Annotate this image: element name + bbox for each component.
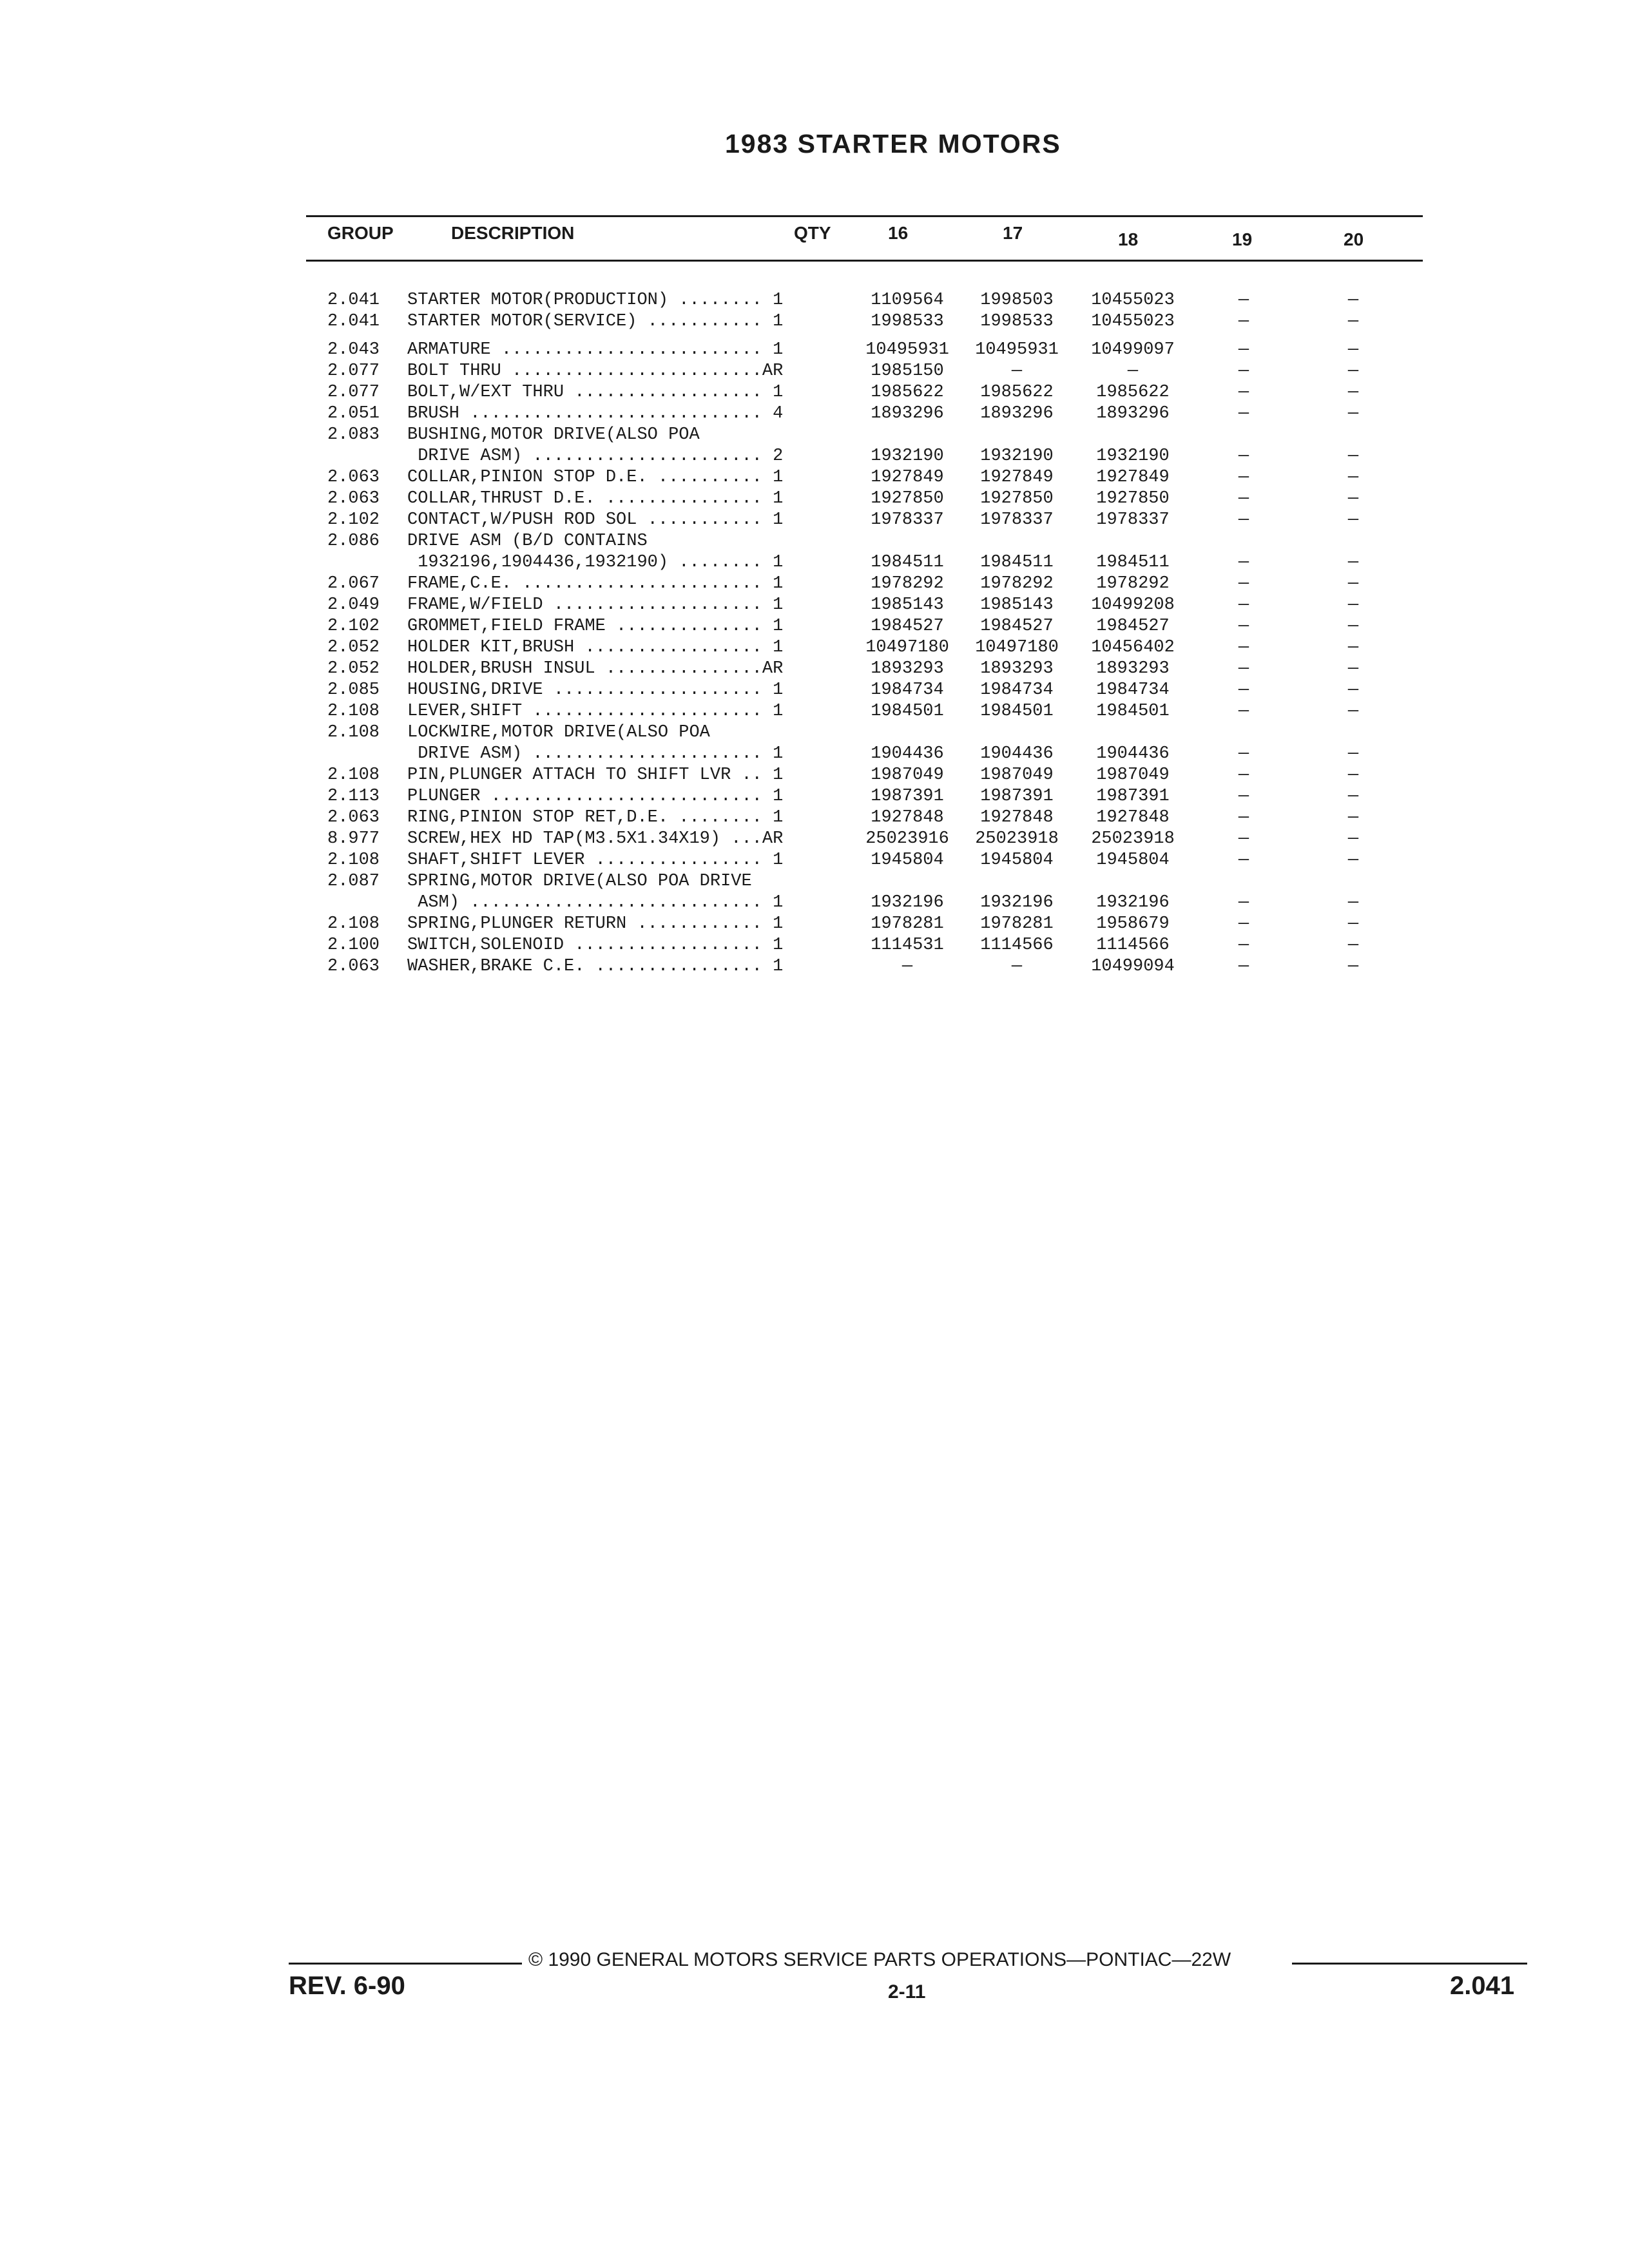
description-cell: COLLAR,PINION STOP D.E. .......... 1 xyxy=(407,468,784,487)
part-17-cell: 1984527 xyxy=(980,617,1054,636)
part-18-cell: 1932190 xyxy=(1096,447,1170,466)
part-17-cell: 1984511 xyxy=(980,553,1054,572)
part-19-cell: — xyxy=(1238,489,1249,508)
description-cell: SHAFT,SHIFT LEVER ................ 1 xyxy=(407,850,784,870)
part-16-cell: 1985143 xyxy=(871,595,944,615)
part-16-cell: 10495931 xyxy=(865,340,949,360)
table-row xyxy=(0,552,1629,573)
part-19-cell: — xyxy=(1238,510,1249,530)
part-18-cell: 1927849 xyxy=(1096,468,1170,487)
table-row xyxy=(0,658,1629,680)
part-20-cell: — xyxy=(1347,340,1359,360)
group-cell: 2.086 xyxy=(327,532,380,551)
part-18-cell: 1984527 xyxy=(1096,617,1170,636)
group-cell: 2.083 xyxy=(327,425,380,445)
part-19-cell: — xyxy=(1238,893,1249,912)
part-17-cell: 1998503 xyxy=(980,291,1054,310)
description-cell: STARTER MOTOR(SERVICE) ........... 1 xyxy=(407,312,784,331)
part-18-cell: 1893296 xyxy=(1096,404,1170,423)
part-16-cell: 1893293 xyxy=(871,659,944,678)
group-cell: 2.067 xyxy=(327,574,380,593)
part-20-cell: — xyxy=(1347,291,1359,310)
part-20-cell: — xyxy=(1347,510,1359,530)
part-18-cell: 1978292 xyxy=(1096,574,1170,593)
part-18-cell: 1932196 xyxy=(1096,893,1170,912)
part-17-cell: 1927850 xyxy=(980,489,1054,508)
description-cell: 1932196,1904436,1932190) ........ 1 xyxy=(407,553,784,572)
column-header-16: 16 xyxy=(888,223,909,243)
part-16-cell: 1998533 xyxy=(871,312,944,331)
group-cell: 2.108 xyxy=(327,850,380,870)
table-row xyxy=(0,446,1629,467)
part-17-cell: 1893293 xyxy=(980,659,1054,678)
footer-rule-right xyxy=(1292,1963,1527,1965)
description-cell: BOLT THRU ........................AR xyxy=(407,361,784,381)
description-cell: WASHER,BRAKE C.E. ................ 1 xyxy=(407,957,784,976)
part-19-cell: — xyxy=(1238,829,1249,849)
group-cell: 2.108 xyxy=(327,723,380,742)
part-16-cell: 1114531 xyxy=(871,936,944,955)
part-18-cell: 1987049 xyxy=(1096,765,1170,785)
description-cell: ARMATURE ......................... 1 xyxy=(407,340,784,360)
description-cell: DRIVE ASM (B/D CONTAINS xyxy=(407,532,648,551)
group-cell: 2.102 xyxy=(327,617,380,636)
part-20-cell: — xyxy=(1347,957,1359,976)
part-19-cell: — xyxy=(1238,617,1249,636)
table-row xyxy=(0,573,1629,595)
description-cell: HOLDER,BRUSH INSUL ...............AR xyxy=(407,659,784,678)
description-cell: STARTER MOTOR(PRODUCTION) ........ 1 xyxy=(407,291,784,310)
part-18-cell: 1985622 xyxy=(1096,383,1170,402)
part-19-cell: — xyxy=(1238,404,1249,423)
group-cell: 2.113 xyxy=(327,787,380,806)
column-header-20: 20 xyxy=(1344,229,1364,249)
part-19-cell: — xyxy=(1238,638,1249,657)
part-17-cell: — xyxy=(1011,957,1023,976)
part-19-cell: — xyxy=(1238,765,1249,785)
part-16-cell: 1893296 xyxy=(871,404,944,423)
part-20-cell: — xyxy=(1347,312,1359,331)
table-row xyxy=(0,637,1629,658)
part-16-cell: 1927850 xyxy=(871,489,944,508)
part-20-cell: — xyxy=(1347,829,1359,849)
parts-table-body xyxy=(0,290,1629,977)
part-20-cell: — xyxy=(1347,595,1359,615)
table-row xyxy=(0,850,1629,871)
part-20-cell: — xyxy=(1347,808,1359,827)
part-18-cell: 1904436 xyxy=(1096,744,1170,764)
table-row xyxy=(0,744,1629,765)
table-row xyxy=(0,680,1629,701)
part-20-cell: — xyxy=(1347,787,1359,806)
part-18-cell: 10455023 xyxy=(1091,291,1175,310)
part-16-cell: — xyxy=(901,957,913,976)
part-16-cell: 1987049 xyxy=(871,765,944,785)
part-16-cell: 1978281 xyxy=(871,914,944,934)
description-cell: BUSHING,MOTOR DRIVE(ALSO POA xyxy=(407,425,700,445)
table-row xyxy=(0,829,1629,850)
part-20-cell: — xyxy=(1347,680,1359,700)
part-19-cell: — xyxy=(1238,574,1249,593)
part-18-cell: 10456402 xyxy=(1091,638,1175,657)
column-header-19: 19 xyxy=(1232,229,1253,249)
group-cell: 2.063 xyxy=(327,957,380,976)
part-17-cell: 1985622 xyxy=(980,383,1054,402)
part-16-cell: 1945804 xyxy=(871,850,944,870)
table-row xyxy=(0,871,1629,892)
part-19-cell: — xyxy=(1238,361,1249,381)
description-cell: SCREW,HEX HD TAP(M3.5X1.34X19) ...AR xyxy=(407,829,784,849)
part-17-cell: 1984501 xyxy=(980,702,1054,721)
part-17-cell: 10497180 xyxy=(975,638,1059,657)
part-20-cell: — xyxy=(1347,914,1359,934)
part-19-cell: — xyxy=(1238,659,1249,678)
table-row xyxy=(0,290,1629,311)
part-16-cell: 10497180 xyxy=(865,638,949,657)
description-cell: DRIVE ASM) ...................... 2 xyxy=(407,447,784,466)
column-header-description: DESCRIPTION xyxy=(451,223,575,243)
part-18-cell: 1958679 xyxy=(1096,914,1170,934)
table-row xyxy=(0,722,1629,744)
part-18-cell: 1984511 xyxy=(1096,553,1170,572)
part-18-cell: — xyxy=(1127,361,1139,381)
part-18-cell: 10499094 xyxy=(1091,957,1175,976)
description-cell: FRAME,C.E. ....................... 1 xyxy=(407,574,784,593)
part-17-cell: 1893296 xyxy=(980,404,1054,423)
part-20-cell: — xyxy=(1347,893,1359,912)
group-cell: 2.063 xyxy=(327,808,380,827)
page-title: 1983 STARTER MOTORS xyxy=(725,129,1061,159)
group-cell: 2.051 xyxy=(327,404,380,423)
description-cell: DRIVE ASM) ...................... 1 xyxy=(407,744,784,764)
part-18-cell: 1927850 xyxy=(1096,489,1170,508)
group-cell: 2.043 xyxy=(327,340,380,360)
column-header-17: 17 xyxy=(1003,223,1023,243)
part-20-cell: — xyxy=(1347,702,1359,721)
description-cell: HOLDER KIT,BRUSH ................. 1 xyxy=(407,638,784,657)
part-20-cell: — xyxy=(1347,765,1359,785)
table-row xyxy=(0,467,1629,488)
part-19-cell: — xyxy=(1238,850,1249,870)
part-20-cell: — xyxy=(1347,361,1359,381)
description-cell: SPRING,PLUNGER RETURN ............ 1 xyxy=(407,914,784,934)
part-18-cell: 1978337 xyxy=(1096,510,1170,530)
part-19-cell: — xyxy=(1238,787,1249,806)
part-20-cell: — xyxy=(1347,936,1359,955)
part-17-cell: — xyxy=(1011,361,1023,381)
table-row xyxy=(0,311,1629,332)
group-cell: 2.041 xyxy=(327,291,380,310)
part-20-cell: — xyxy=(1347,383,1359,402)
part-19-cell: — xyxy=(1238,744,1249,764)
table-row xyxy=(0,361,1629,382)
table-row xyxy=(0,956,1629,977)
revision-label: REV. 6-90 xyxy=(289,1972,405,2000)
part-20-cell: — xyxy=(1347,638,1359,657)
part-17-cell: 1978337 xyxy=(980,510,1054,530)
part-18-cell: 1893293 xyxy=(1096,659,1170,678)
part-17-cell: 1114566 xyxy=(980,936,1054,955)
part-16-cell: 1985622 xyxy=(871,383,944,402)
part-19-cell: — xyxy=(1238,312,1249,331)
part-17-cell: 1978281 xyxy=(980,914,1054,934)
part-17-cell: 10495931 xyxy=(975,340,1059,360)
part-17-cell: 1932190 xyxy=(980,447,1054,466)
description-cell: BOLT,W/EXT THRU .................. 1 xyxy=(407,383,784,402)
group-cell: 2.077 xyxy=(327,383,380,402)
part-17-cell: 1927848 xyxy=(980,808,1054,827)
part-20-cell: — xyxy=(1347,744,1359,764)
part-19-cell: — xyxy=(1238,680,1249,700)
part-19-cell: — xyxy=(1238,936,1249,955)
description-cell: GROMMET,FIELD FRAME .............. 1 xyxy=(407,617,784,636)
description-cell: LOCKWIRE,MOTOR DRIVE(ALSO POA xyxy=(407,723,710,742)
description-cell: HOUSING,DRIVE .................... 1 xyxy=(407,680,784,700)
part-17-cell: 1927849 xyxy=(980,468,1054,487)
table-row xyxy=(0,425,1629,446)
description-cell: CONTACT,W/PUSH ROD SOL ........... 1 xyxy=(407,510,784,530)
group-cell: 2.100 xyxy=(327,936,380,955)
table-row xyxy=(0,531,1629,552)
group-cell: 2.052 xyxy=(327,659,380,678)
part-16-cell: 1984734 xyxy=(871,680,944,700)
footer-rule-left xyxy=(289,1963,522,1965)
table-row xyxy=(0,488,1629,510)
part-18-cell: 10499208 xyxy=(1091,595,1175,615)
description-cell: ASM) ............................ 1 xyxy=(407,893,784,912)
part-19-cell: — xyxy=(1238,340,1249,360)
part-16-cell: 1984511 xyxy=(871,553,944,572)
part-20-cell: — xyxy=(1347,447,1359,466)
header-bottom-rule xyxy=(306,260,1423,262)
table-row xyxy=(0,765,1629,786)
part-19-cell: — xyxy=(1238,914,1249,934)
page-number: 2-11 xyxy=(888,1981,926,2003)
description-cell: SWITCH,SOLENOID .................. 1 xyxy=(407,936,784,955)
table-row xyxy=(0,616,1629,637)
part-19-cell: — xyxy=(1238,383,1249,402)
part-17-cell: 1978292 xyxy=(980,574,1054,593)
part-20-cell: — xyxy=(1347,468,1359,487)
part-18-cell: 1945804 xyxy=(1096,850,1170,870)
part-18-cell: 1987391 xyxy=(1096,787,1170,806)
group-cell: 2.063 xyxy=(327,489,380,508)
description-cell: SPRING,MOTOR DRIVE(ALSO POA DRIVE xyxy=(407,872,752,891)
table-row xyxy=(0,332,1629,361)
part-19-cell: — xyxy=(1238,291,1249,310)
group-cell: 2.077 xyxy=(327,361,380,381)
description-cell: LEVER,SHIFT ...................... 1 xyxy=(407,702,784,721)
part-17-cell: 1987391 xyxy=(980,787,1054,806)
part-20-cell: — xyxy=(1347,659,1359,678)
part-16-cell: 1927849 xyxy=(871,468,944,487)
group-cell: 2.087 xyxy=(327,872,380,891)
table-row xyxy=(0,403,1629,425)
part-17-cell: 1987049 xyxy=(980,765,1054,785)
part-17-cell: 1945804 xyxy=(980,850,1054,870)
table-row xyxy=(0,914,1629,935)
part-17-cell: 1985143 xyxy=(980,595,1054,615)
group-cell: 2.108 xyxy=(327,765,380,785)
table-row xyxy=(0,935,1629,956)
part-18-cell: 1114566 xyxy=(1096,936,1170,955)
part-16-cell: 1109564 xyxy=(871,291,944,310)
part-18-cell: 10455023 xyxy=(1091,312,1175,331)
part-16-cell: 1927848 xyxy=(871,808,944,827)
part-18-cell: 1927848 xyxy=(1096,808,1170,827)
table-row xyxy=(0,382,1629,403)
part-18-cell: 1984501 xyxy=(1096,702,1170,721)
part-20-cell: — xyxy=(1347,553,1359,572)
copyright-notice: © 1990 GENERAL MOTORS SERVICE PARTS OPERATIONS—PONTIAC—22W xyxy=(528,1949,1231,1970)
part-17-cell: 25023918 xyxy=(975,829,1059,849)
column-header-qty: QTY xyxy=(794,223,831,243)
description-cell: FRAME,W/FIELD .................... 1 xyxy=(407,595,784,615)
group-cell: 2.049 xyxy=(327,595,380,615)
part-19-cell: — xyxy=(1238,468,1249,487)
group-cell: 2.102 xyxy=(327,510,380,530)
table-row xyxy=(0,595,1629,616)
part-16-cell: 1932196 xyxy=(871,893,944,912)
part-16-cell: 1978337 xyxy=(871,510,944,530)
group-cell: 2.085 xyxy=(327,680,380,700)
part-19-cell: — xyxy=(1238,595,1249,615)
group-cell: 2.052 xyxy=(327,638,380,657)
part-18-cell: 1984734 xyxy=(1096,680,1170,700)
part-19-cell: — xyxy=(1238,447,1249,466)
header-top-rule xyxy=(306,215,1423,217)
part-16-cell: 1985150 xyxy=(871,361,944,381)
part-16-cell: 1987391 xyxy=(871,787,944,806)
part-19-cell: — xyxy=(1238,702,1249,721)
part-20-cell: — xyxy=(1347,850,1359,870)
part-16-cell: 1932190 xyxy=(871,447,944,466)
table-row xyxy=(0,510,1629,531)
part-16-cell: 1904436 xyxy=(871,744,944,764)
part-20-cell: — xyxy=(1347,617,1359,636)
column-header-18: 18 xyxy=(1118,229,1139,249)
section-number: 2.041 xyxy=(1450,1972,1515,2000)
part-17-cell: 1904436 xyxy=(980,744,1054,764)
table-row xyxy=(0,892,1629,914)
part-19-cell: — xyxy=(1238,553,1249,572)
part-18-cell: 25023918 xyxy=(1091,829,1175,849)
part-17-cell: 1932196 xyxy=(980,893,1054,912)
part-20-cell: — xyxy=(1347,404,1359,423)
part-19-cell: — xyxy=(1238,957,1249,976)
part-16-cell: 1984527 xyxy=(871,617,944,636)
part-19-cell: — xyxy=(1238,808,1249,827)
part-16-cell: 1978292 xyxy=(871,574,944,593)
group-cell: 2.063 xyxy=(327,468,380,487)
part-18-cell: 10499097 xyxy=(1091,340,1175,360)
description-cell: PLUNGER .......................... 1 xyxy=(407,787,784,806)
part-20-cell: — xyxy=(1347,574,1359,593)
group-cell: 2.108 xyxy=(327,702,380,721)
part-17-cell: 1984734 xyxy=(980,680,1054,700)
part-20-cell: — xyxy=(1347,489,1359,508)
description-cell: COLLAR,THRUST D.E. ............... 1 xyxy=(407,489,784,508)
part-16-cell: 25023916 xyxy=(865,829,949,849)
table-row xyxy=(0,807,1629,829)
group-cell: 2.108 xyxy=(327,914,380,934)
group-cell: 8.977 xyxy=(327,829,380,849)
part-16-cell: 1984501 xyxy=(871,702,944,721)
group-cell: 2.041 xyxy=(327,312,380,331)
description-cell: BRUSH ............................ 4 xyxy=(407,404,784,423)
table-row xyxy=(0,786,1629,807)
description-cell: PIN,PLUNGER ATTACH TO SHIFT LVR .. 1 xyxy=(407,765,784,785)
table-row xyxy=(0,701,1629,722)
column-header-group: GROUP xyxy=(327,223,394,243)
part-17-cell: 1998533 xyxy=(980,312,1054,331)
description-cell: RING,PINION STOP RET,D.E. ........ 1 xyxy=(407,808,784,827)
